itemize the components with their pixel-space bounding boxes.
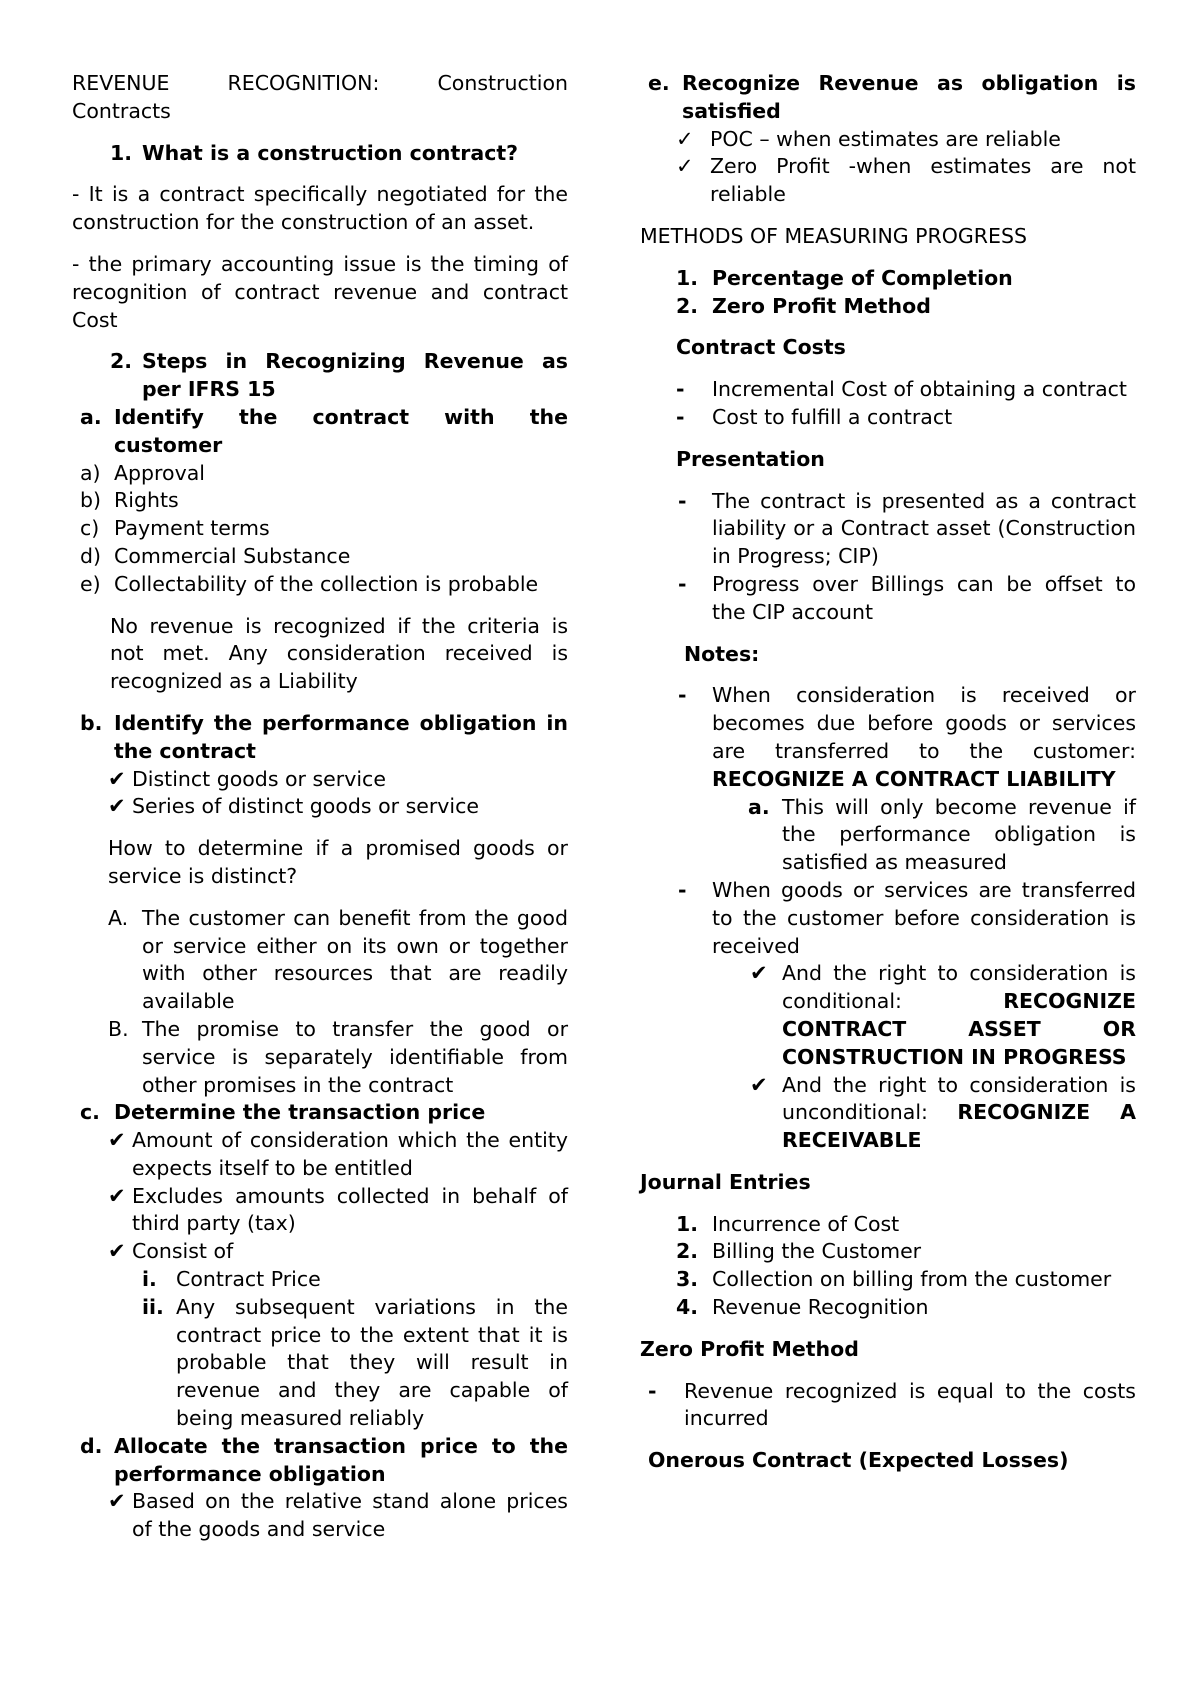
- step-b-heading: [72, 710, 568, 766]
- list-item-text: Commercial Substance: [114, 543, 351, 568]
- journal-item: [640, 1211, 1136, 1239]
- right-column: [640, 70, 1136, 1475]
- presentation-item: [640, 571, 1136, 627]
- note-condition: When consideration is received or becomes due before goods or services are transferred to the customer:: [712, 683, 1136, 763]
- list-marker: d): [80, 543, 102, 568]
- criteria-note: No revenue is recognized if the criteria is not met. Any consideration received is recognized as a Liability: [110, 613, 568, 694]
- list-item: [72, 1016, 568, 1099]
- sub-item: [72, 1266, 568, 1294]
- dash-bullet: -: [678, 877, 687, 902]
- method-item: [640, 265, 1136, 293]
- checkmark-icon: ✔: [108, 1239, 126, 1264]
- check-item: [72, 766, 568, 794]
- condition-text: And the right to consideration is conditional:: [782, 961, 1136, 1014]
- zero-profit-text: Revenue recognized is equal to the costs incurred: [684, 1378, 1136, 1431]
- list-number: 2.: [676, 293, 699, 318]
- dash-bullet: -: [678, 571, 687, 596]
- roman-marker: i.: [142, 1267, 157, 1292]
- step-e-heading: [640, 70, 1136, 126]
- list-item-text: Collectability of the collection is probable: [114, 571, 539, 596]
- check-item-text: Consist of: [132, 1239, 234, 1264]
- step-text: Determine the transaction price: [114, 1100, 486, 1125]
- check-item-text: Excludes amounts collected in behalf of third party (tax): [132, 1183, 568, 1236]
- cost-text: Cost to fulfill a contract: [712, 404, 953, 429]
- journal-text: Incurrence of Cost: [712, 1211, 900, 1236]
- check-item: [640, 1072, 1136, 1155]
- list-number: 2.: [676, 1239, 699, 1264]
- list-number: 1.: [676, 265, 699, 290]
- list-marker: B.: [108, 1016, 129, 1041]
- check-item: [640, 153, 1136, 209]
- question-2: [72, 348, 568, 404]
- journal-entries-heading: Journal Entries: [640, 1169, 811, 1194]
- step-text: Recognize Revenue as obligation is satisfied: [682, 71, 1136, 123]
- list-marker: b): [80, 488, 102, 513]
- check-item-text: Based on the relative stand alone prices of the goods and service: [132, 1489, 568, 1542]
- zero-profit-heading: Zero Profit Method: [640, 1336, 859, 1361]
- list-letter: d.: [80, 1433, 103, 1458]
- step-text: Identify the contract with the customer: [114, 404, 568, 457]
- checkmark-icon: ✔: [108, 766, 126, 791]
- list-item-text: Payment terms: [114, 516, 270, 541]
- list-item-text: The promise to transfer the good or service is separately identifiable from other promises in the contract: [142, 1016, 568, 1097]
- list-number: 3.: [676, 1267, 699, 1292]
- list-marker: A.: [108, 905, 129, 930]
- accounting-issue-paragraph: - the primary accounting issue is the timing of recognition of contract revenue and contract Cost: [72, 251, 568, 332]
- note-item: [640, 877, 1136, 960]
- step-text: Identify the performance obligation in the contract: [114, 710, 568, 763]
- question-1: [72, 140, 568, 168]
- list-letter: b.: [80, 710, 103, 735]
- list-letter: c.: [80, 1100, 100, 1125]
- cost-item: [640, 404, 1136, 432]
- journal-text: Revenue Recognition: [712, 1295, 929, 1320]
- presentation-item: [640, 488, 1136, 571]
- list-item: [72, 905, 568, 1016]
- note-result: RECOGNIZE A CONTRACT LIABILITY: [712, 766, 1116, 791]
- dash-bullet: -: [676, 377, 685, 402]
- list-letter: a.: [80, 404, 102, 429]
- roman-marker: ii.: [142, 1294, 164, 1319]
- note-text: [712, 682, 1136, 793]
- list-number: 1.: [110, 140, 133, 165]
- condition-result: RECOGNIZE CONTRACT ASSET OR CONSTRUCTION IN PROGRESS: [782, 989, 1136, 1069]
- definition-paragraph: - It is a contract specifically negotiated for the construction for the construction of an asset.: [72, 182, 568, 235]
- check-item: [640, 126, 1136, 154]
- step-c-heading: [72, 1099, 568, 1127]
- journal-text: Collection on billing from the customer: [712, 1267, 1112, 1292]
- check-item: [640, 960, 1136, 1071]
- list-item: [72, 487, 568, 515]
- check-item-text: POC – when estimates are reliable: [710, 126, 1061, 151]
- check-item: [72, 1238, 568, 1266]
- checkmark-icon: ✔: [108, 1489, 126, 1514]
- checkmark-icon: ✔: [108, 1128, 126, 1153]
- dash-bullet: -: [676, 404, 685, 429]
- list-item-text: The customer can benefit from the good or service either on its own or together with other resources that are readily available: [142, 905, 568, 1014]
- step-text: Allocate the transaction price to the performance obligation: [114, 1433, 568, 1486]
- checkmark-icon: ✔: [108, 794, 126, 819]
- checkmark-icon: ✓: [676, 126, 694, 151]
- notes-heading: Notes:: [684, 641, 760, 666]
- dash-bullet: -: [678, 488, 687, 513]
- step-a-heading: [72, 404, 568, 460]
- method-item: [640, 293, 1136, 321]
- check-item: [72, 793, 568, 821]
- left-column: [72, 70, 568, 1544]
- method-text: Zero Profit Method: [712, 293, 931, 318]
- dash-bullet: -: [648, 1378, 657, 1403]
- list-item: [72, 571, 568, 599]
- journal-item: [640, 1294, 1136, 1322]
- check-item: [72, 1127, 568, 1183]
- cost-text: Incremental Cost of obtaining a contract: [712, 377, 1127, 402]
- step-d-heading: [72, 1433, 568, 1489]
- check-item-text: Amount of consideration which the entity expects itself to be entitled: [132, 1128, 568, 1180]
- list-letter: a.: [748, 794, 770, 819]
- journal-item: [640, 1266, 1136, 1294]
- check-item: [72, 1183, 568, 1239]
- document-title: REVENUE RECOGNITION: Construction Contracts: [72, 71, 568, 123]
- methods-heading: METHODS OF MEASURING PROGRESS: [640, 223, 1028, 248]
- cost-item: [640, 376, 1136, 404]
- method-text: Percentage of Completion: [712, 265, 1013, 290]
- criteria-list: [72, 460, 568, 599]
- condition-text: And the right to consideration is unconditional:: [782, 1072, 1136, 1125]
- onerous-contract-heading: Onerous Contract (Expected Losses): [648, 1448, 1069, 1473]
- note-sub-text: This will only become revenue if the performance obligation is satisfied as measured: [782, 794, 1136, 875]
- list-marker: a): [80, 460, 101, 485]
- presentation-heading: Presentation: [676, 446, 825, 471]
- check-item-text: Zero Profit -when estimates are not reliable: [710, 154, 1136, 207]
- list-number: 2.: [110, 349, 133, 374]
- list-number: 1.: [676, 1211, 699, 1236]
- list-letter: e.: [648, 71, 670, 95]
- checkmark-icon: ✔: [750, 1072, 768, 1097]
- list-item: [72, 543, 568, 571]
- dash-bullet: -: [678, 683, 687, 708]
- list-marker: e): [80, 571, 101, 596]
- note-text: When goods or services are transferred to the customer before consideration is received: [712, 877, 1136, 958]
- presentation-text: The contract is presented as a contract liability or a Contract asset (Construction in Progress; CIP): [712, 488, 1136, 569]
- list-item-text: Approval: [114, 460, 205, 485]
- checkmark-icon: ✔: [108, 1183, 126, 1208]
- sub-item-text: Any subsequent variations in the contract price to the extent that it is probable that they will result in revenue and they are capable of being measured reliably: [176, 1294, 568, 1431]
- sub-item: [72, 1294, 568, 1433]
- checkmark-icon: ✔: [750, 961, 768, 986]
- distinct-question: How to determine if a promised goods or service is distinct?: [108, 836, 568, 888]
- check-item-text: Series of distinct goods or service: [132, 794, 479, 819]
- list-item: [72, 515, 568, 543]
- check-item-text: [782, 1072, 1136, 1155]
- sub-item-text: Contract Price: [176, 1267, 321, 1292]
- contract-costs-heading: Contract Costs: [676, 335, 846, 360]
- checkmark-icon: ✓: [676, 154, 694, 179]
- presentation-text: Progress over Billings can be offset to the CIP account: [712, 571, 1136, 624]
- note-sub-item: [640, 794, 1136, 877]
- question-text: Steps in Recognizing Revenue as per IFRS 15: [142, 349, 568, 402]
- note-item: [640, 682, 1136, 793]
- list-item-text: Rights: [114, 488, 179, 513]
- journal-item: [640, 1238, 1136, 1266]
- question-text: What is a construction contract?: [142, 140, 519, 165]
- check-item-text: [782, 960, 1136, 1071]
- zero-profit-item: [640, 1378, 1136, 1434]
- list-item: [72, 460, 568, 488]
- condition-result: RECOGNIZE A RECEIVABLE: [782, 1100, 1136, 1153]
- list-number: 4.: [676, 1295, 699, 1320]
- list-marker: c): [80, 516, 100, 541]
- check-item: [72, 1488, 568, 1544]
- journal-text: Billing the Customer: [712, 1239, 922, 1264]
- check-item-text: Distinct goods or service: [132, 766, 386, 791]
